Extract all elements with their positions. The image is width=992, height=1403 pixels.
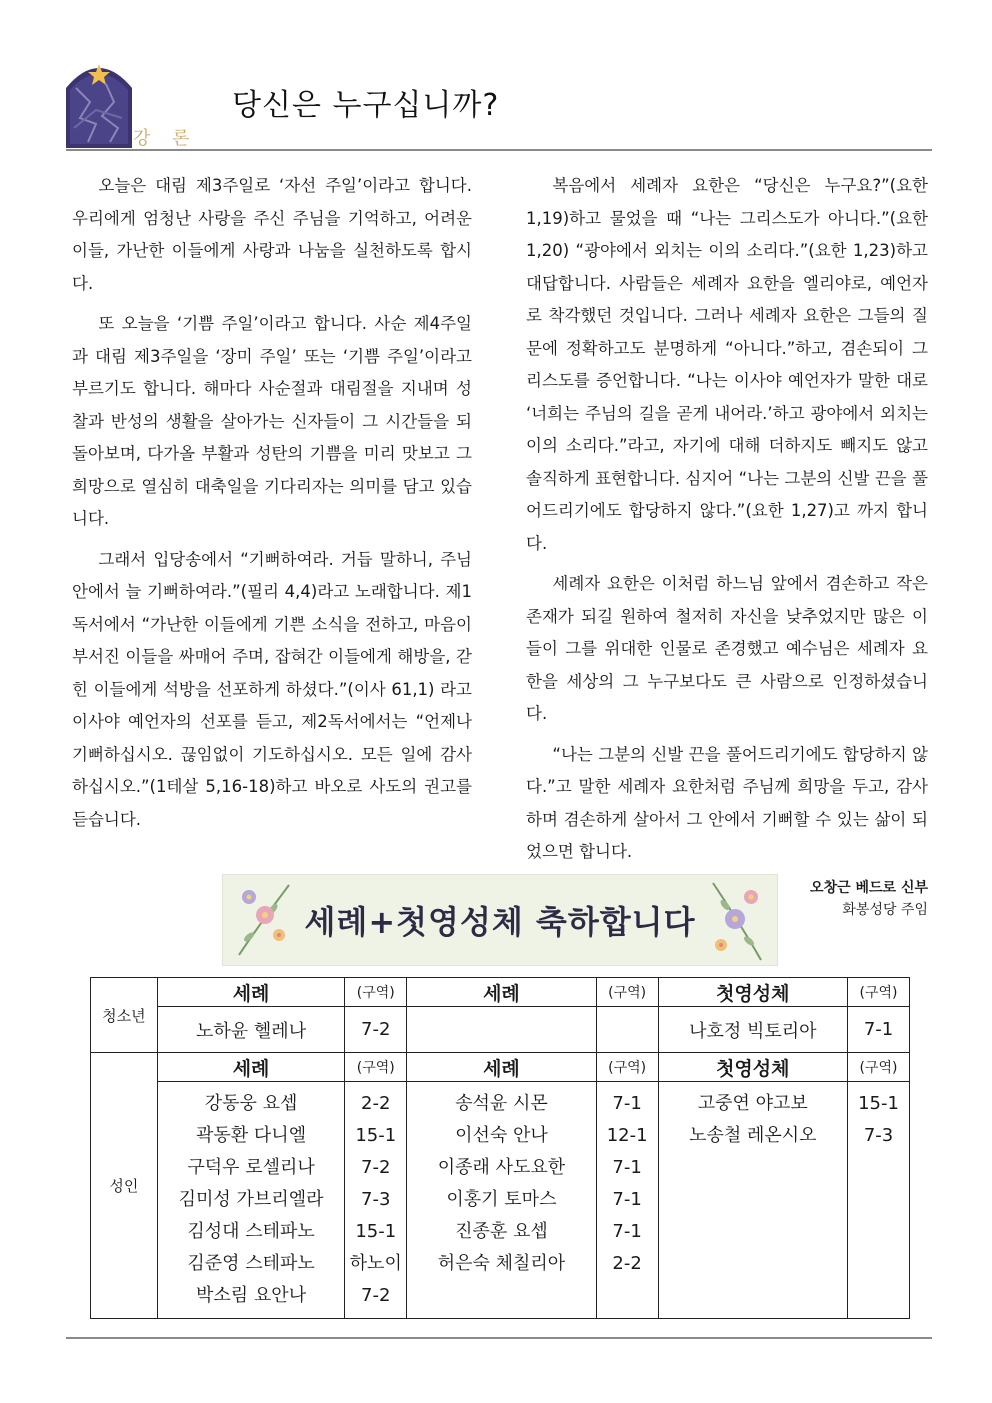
column-header-baptism: 세례 [407,1053,596,1082]
adult-baptism-district: 7-1 [612,1221,642,1242]
adult-communion-districts [848,1082,910,1319]
youth-data-row [91,1007,910,1053]
adult-baptism-name: 김준영 스테파노 [187,1253,315,1274]
paragraph: 복음에서 세례자 요한은 “당신은 누구요?”(요한1,19)하고 물었을 때 “나는 그리스도가 아니다.”(요한 1,20) “광야에서 외치는 이의 소리다.”(요한 1,23)하고 대답합니다. 사람들은 세례자 요한을 엘리야로, 예언자로 착각했던 것입니다. 그러나 세례자 요한은 그들의 질문에 정확하고도 분명하게 “아니다.”하고, 겸손되이 그리스도를 증언합니다. “나는 이사야 예언자가 말한 대로 ‘너희는 주님의 길을 곧게 내어라.’하고 광야에서 외치는 이의 소리다.”라고, 자기에 대해 더하지도 빼지도 않고 솔직하게 표현합니다. 심지어 “나는 그분의 신발 끈을 풀어드리기에도 합당하지 않다.”(요한 1,27)고 까지 합니다. [526,176,928,553]
signature-name: 오창근 베드로 신부 [810,879,928,896]
banner-title: 세례+첫영성체 축하합니다 [304,903,696,941]
adult-baptism-name: 허은숙 체칠리아 [437,1253,566,1274]
adult-communion-names [658,1082,847,1319]
youth-header-row [91,978,910,1007]
column-header-district: (구역) [596,978,658,1007]
adult-communion-district: 7-3 [863,1125,894,1146]
sacrament-roster-table [90,977,910,1319]
column-header-baptism: 세례 [157,1053,344,1082]
bottom-divider [66,1337,932,1339]
adult-header-row [91,1053,910,1082]
paragraph: 또 오늘을 ‘기쁨 주일’이라고 합니다. 사순 제4주일과 대림 제3주일을 ‘장미 주일’ 또는 ‘기쁨 주일’이라고 부르기도 합니다. 해마다 사순절과 대림절을 지내며 성찰과 반성의 생활을 살아가는 신자들이 그 시간들을 되돌아보며, 다가올 부활과 성탄의 기쁨을 미리 맛보고 그 희망으로 열심히 대축일을 기다리자는 의미를 담고 있습니다. [72,314,472,528]
adult-baptism-district: 7-2 [361,1285,391,1306]
adult-communion-district: 15-1 [858,1093,899,1114]
column-header-district: (구역) [345,1053,407,1082]
adult-baptism-district: 12-1 [606,1125,648,1146]
signature-role: 화봉성당 주임 [842,901,928,918]
page-title: 당신은 누구십니까? [232,88,500,123]
adult-baptism-name: 송석윤 시몬 [455,1093,548,1114]
youth-baptism-district [596,1007,658,1053]
youth-baptism-name: 노하윤 헬레나 [157,1007,344,1053]
adult-baptism-district: 7-2 [361,1157,391,1178]
adult-baptism-name: 곽동환 다니엘 [196,1125,307,1146]
group-label-youth: 청소년 [91,978,158,1053]
youth-baptism-district: 7-2 [345,1007,407,1053]
paragraph: “나는 그분의 신발 끈을 풀어드리기에도 합당하지 않다.”고 말한 세례자 요한처럼 주님께 희망을 두고, 감사하며 겸손하게 살아서 그 안에서 기뻐할 수 있는 삶이 되었으면 합니다. [526,744,928,861]
top-divider [66,149,932,151]
column-header-district: (구역) [848,978,910,1007]
adult-baptism-district: 7-1 [612,1189,642,1210]
paragraph: 세례자 요한은 이처럼 하느님 앞에서 겸손하고 작은 존재가 되길 원하여 철저히 자신을 낮추었지만 많은 이들이 그를 위대한 인물로 존경했고 예수님은 세례자 요한을 세상의 그 누구보다도 큰 사람으로 인정하셨습니다. [526,574,928,723]
adult-baptism-name: 김성대 스테파노 [187,1221,315,1242]
adult-baptism-name: 김미성 가브리엘라 [178,1189,324,1210]
adult-baptism-name: 박소림 요안나 [196,1285,307,1306]
article-left-column [72,170,472,844]
adult-baptism-district: 2-2 [612,1253,642,1274]
adult-baptism-districts-a [345,1082,407,1319]
adult-baptism-name: 진종훈 요셉 [455,1221,548,1242]
adult-baptism-name: 이선숙 안나 [455,1125,548,1146]
adult-data-row [91,1082,910,1319]
column-header-first-communion: 첫영성체 [658,1053,847,1082]
adult-communion-name: 고중연 야고보 [697,1093,808,1114]
adult-baptism-district: 15-1 [355,1221,397,1242]
youth-baptism-name [407,1007,596,1053]
adult-baptism-names-a [157,1082,344,1319]
adult-baptism-district: 15-1 [355,1125,397,1146]
adult-baptism-district: 7-1 [612,1093,642,1114]
section-label: 강 론 [133,128,198,149]
column-header-first-communion: 첫영성체 [658,978,847,1007]
column-header-district: (구역) [596,1053,658,1082]
adult-baptism-name: 강동웅 요셉 [204,1093,298,1114]
column-header-baptism: 세례 [407,978,596,1007]
adult-baptism-district: 하노이 [349,1253,402,1274]
celebration-banner [222,874,778,966]
flower-right-icon [701,875,771,965]
adult-baptism-districts-b [596,1082,658,1319]
column-header-district: (구역) [345,978,407,1007]
adult-baptism-name: 이종래 사도요한 [437,1157,566,1178]
column-header-baptism: 세례 [157,978,344,1007]
youth-communion-district: 7-1 [848,1007,910,1053]
adult-baptism-district: 7-3 [361,1189,391,1210]
paragraph: 오늘은 대림 제3주일로 ‘자선 주일’이라고 합니다. 우리에게 엄청난 사랑을 주신 주님을 기억하고, 어려운 이들, 가난한 이들에게 사랑과 나눔을 실천하도록 합시다. [72,176,472,293]
adult-baptism-name: 이홍기 토마스 [446,1189,557,1210]
youth-communion-name: 나호정 빅토리아 [658,1007,847,1053]
adult-baptism-district: 7-1 [612,1157,642,1178]
article-right-column [526,170,928,921]
adult-baptism-district: 2-2 [361,1093,391,1114]
group-label-adult: 성인 [91,1053,158,1319]
adult-baptism-name: 구덕우 로셀리나 [187,1157,315,1178]
paragraph: 그래서 입당송에서 “기뻐하여라. 거듭 말하니, 주님 안에서 늘 기뻐하여라.”(필리 4,4)라고 노래합니다. 제1독서에서 “가난한 이들에게 기쁜 소식을 전하고, 마음이 부서진 이들을 싸매어 주며, 잡혀간 이들에게 해방을, 갇힌 이들에게 석방을 선포하게 하셨다.”(이사 61,1) 라고 이사야 예언자의 선포를 듣고, 제2독서에서는 “언제나 기뻐하십시오. 끊임없이 기도하십시오. 모든 일에 감사하십시오.”(1테살 5,16-18)하고 바오로 사도의 권고를 듣습니다. [72,549,472,829]
stained-glass-logo [66,58,132,148]
adult-communion-name: 노송철 레온시오 [689,1125,817,1146]
column-header-district: (구역) [848,1053,910,1082]
adult-baptism-names-b [407,1082,596,1319]
